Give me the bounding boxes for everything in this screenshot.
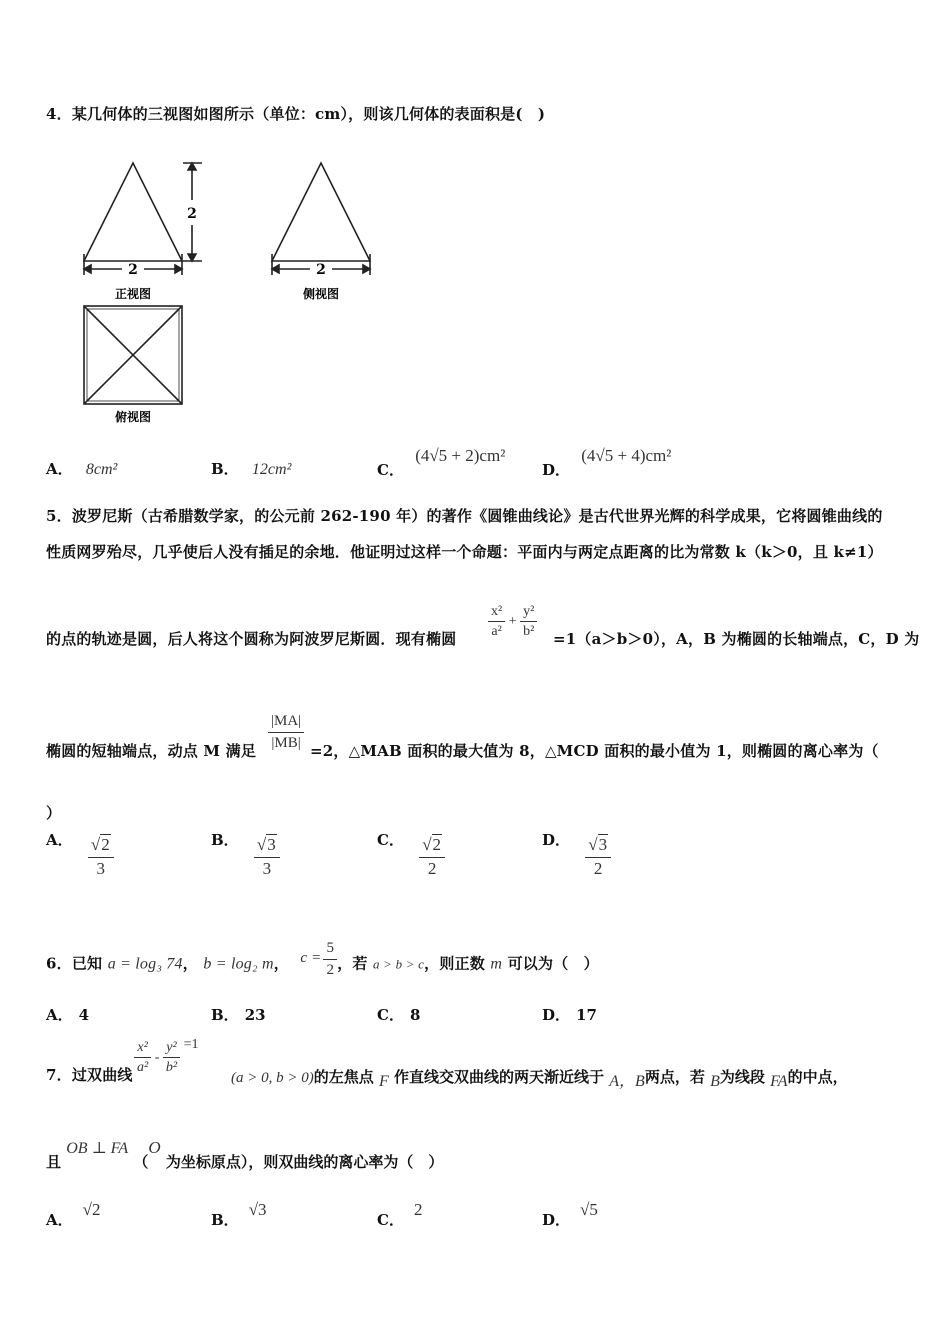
q5-option-b[interactable] — [211, 831, 280, 878]
q5-line-1: 5．波罗尼斯（古希腊数学家，的公元前 262-190 年）的著作《圆锥曲线论》是古代世界光辉的科学成果，它将圆锥曲线的 — [46, 507, 883, 525]
q7-AB: A，B — [609, 1073, 645, 1090]
q7-O: O — [148, 1138, 161, 1157]
q6-cond: a > b > c — [373, 956, 425, 972]
q4-stem: 4．某几何体的三视图如图所示（单位：cm），则该几何体的表面积是( ) — [46, 105, 546, 123]
option-value: 17 — [576, 1006, 597, 1024]
q5-line-4b: =2，△MAB 面积的最大值为 8，△MCD 面积的最小值为 1，则椭圆的离心率为（ — [310, 742, 879, 760]
q5-line-3a: 的点的轨迹是圆，后人将这个圆称为阿波罗尼斯圆．现有椭圆 — [46, 630, 457, 648]
option-label: B． — [211, 1006, 239, 1024]
ellipse-x-num: x² — [488, 604, 505, 622]
q7-paren-open: （ — [133, 1153, 149, 1171]
q7-F: F — [378, 1073, 389, 1090]
front-view-caption: 正视图 — [114, 287, 152, 301]
q6-c-lhs: c = — [300, 950, 322, 967]
q7-line2-prefix: 且 — [46, 1153, 62, 1171]
option-num: 3 — [598, 835, 608, 854]
ellipse-y-num: y² — [520, 604, 537, 622]
option-den: 3 — [262, 858, 272, 878]
three-view-figure — [70, 150, 390, 430]
q7-B: B — [710, 1073, 720, 1090]
q4-option-d[interactable] — [542, 445, 672, 479]
option-num: 2 — [432, 835, 442, 854]
q6-option-c[interactable] — [377, 1004, 420, 1025]
option-label: C． — [377, 1211, 404, 1229]
hyp-y-num: y² — [163, 1040, 179, 1058]
front-view — [84, 163, 202, 275]
q5-line-3b: =1（a＞b＞0），A，B 为椭圆的长轴端点，C，D 为 — [553, 630, 920, 648]
ma-mb-ratio — [268, 713, 304, 751]
q7-FA: FA — [770, 1073, 788, 1090]
option-label: D． — [542, 461, 571, 479]
option-den: 3 — [96, 858, 106, 878]
front-width-label: 2 — [128, 262, 138, 278]
q6-mid: ，若 — [337, 954, 368, 973]
front-height-label: 2 — [187, 206, 197, 222]
option-value: 2 — [413, 1200, 423, 1219]
option-label: A． — [46, 1211, 73, 1229]
hyp-minus: - — [154, 1049, 160, 1065]
option-label: B． — [211, 460, 239, 478]
option-value: (4√5 + 4)cm² — [581, 446, 672, 465]
q5-option-d[interactable] — [542, 831, 611, 878]
option-value: √5 — [580, 1200, 598, 1219]
q7-perp: OB ⊥ FA — [66, 1140, 129, 1157]
side-width-label: 2 — [316, 262, 326, 278]
q7-option-b[interactable] — [211, 1199, 267, 1229]
ellipse-equation — [488, 604, 537, 640]
side-view — [272, 163, 370, 275]
option-label: A． — [46, 460, 73, 478]
option-den: 2 — [427, 858, 437, 878]
option-value: 8 — [409, 1006, 421, 1024]
q5-line-5: ） — [46, 804, 62, 822]
q6-a-expr: a = log₃ 74 — [107, 955, 183, 973]
option-label: C． — [377, 461, 404, 479]
option-value: √3 — [248, 1200, 267, 1219]
q6-prefix: 6．已知 — [46, 954, 103, 973]
q7-prefix: 7．过双曲线 — [46, 1066, 133, 1084]
q6-option-a[interactable] — [46, 1004, 89, 1025]
q7-t5: 的中点， — [787, 1068, 848, 1086]
q6-c-num: 5 — [323, 940, 337, 960]
hyp-x-num: x² — [134, 1040, 150, 1058]
q5-option-c[interactable] — [377, 831, 445, 878]
q6-stem — [46, 940, 599, 984]
q5-option-a[interactable] — [46, 831, 114, 878]
option-num: 2 — [101, 835, 110, 854]
q6-option-b[interactable] — [211, 1004, 266, 1025]
hyp-y-den: b² — [165, 1060, 178, 1076]
q6-c-den: 2 — [326, 961, 335, 978]
q6-sep2: ， — [273, 954, 289, 973]
option-value: √2 — [82, 1200, 101, 1219]
q5-line-2: 性质网罗殆尽，几乎使后人没有插足的余地．他证明过这样一个命题：平面内与两定点距离的比为常数 k（k＞0，且 k≠1） — [46, 543, 883, 561]
option-label: D． — [542, 1006, 571, 1024]
q6-option-d[interactable] — [542, 1004, 597, 1025]
ratio-den: |MB| — [271, 734, 301, 751]
top-view — [84, 306, 182, 404]
q7-option-a[interactable] — [46, 1199, 101, 1229]
q7-line-2 — [46, 1137, 444, 1171]
q4-option-a[interactable] — [46, 458, 117, 479]
option-label: A． — [46, 831, 73, 850]
q6-sep1: ， — [182, 954, 198, 973]
ellipse-x-den: a² — [491, 624, 502, 640]
q7-line1-rest — [231, 1064, 848, 1090]
q7-option-c[interactable] — [377, 1199, 423, 1229]
option-label: A． — [46, 1006, 73, 1024]
option-label: C． — [377, 1006, 404, 1024]
hyp-x-den: a² — [137, 1060, 149, 1076]
sqrt-icon: √ — [256, 835, 267, 854]
hyperbola-equation — [134, 1037, 199, 1076]
q7-t2: 作直线交双曲线的两天渐近线于 — [394, 1068, 605, 1086]
q4-option-b[interactable] — [211, 458, 291, 479]
q6-m-var: m — [490, 955, 503, 973]
q6-suffix: 可以为（ ） — [507, 954, 599, 973]
sqrt-icon: √ — [588, 835, 598, 854]
top-view-caption: 俯视图 — [114, 410, 152, 424]
q7-option-d[interactable] — [542, 1199, 598, 1229]
sqrt-icon: √ — [422, 835, 432, 854]
hyp-rhs: =1 — [183, 1037, 199, 1052]
option-label: B． — [211, 831, 239, 850]
option-value: 23 — [244, 1006, 266, 1024]
q7-cond: (a > 0, b > 0) — [231, 1070, 314, 1086]
ellipse-y-den: b² — [523, 624, 535, 640]
side-view-caption: 侧视图 — [302, 287, 340, 301]
option-den: 2 — [593, 858, 603, 878]
option-label: C． — [377, 831, 404, 850]
q6-mid2: ，则正数 — [424, 954, 485, 973]
q4-option-c[interactable] — [377, 445, 506, 479]
option-value: 12cm² — [251, 461, 292, 478]
ellipse-plus: + — [508, 613, 517, 629]
option-value: (4√5 + 2)cm² — [415, 446, 506, 465]
q6-b-expr: b = log₂ m — [203, 955, 274, 973]
q7-t3: 两点，若 — [644, 1068, 705, 1086]
option-label: B． — [211, 1211, 239, 1229]
option-label: D． — [542, 1211, 571, 1229]
sqrt-icon: √ — [90, 835, 101, 854]
ratio-num: |MA| — [268, 713, 304, 733]
option-num: 3 — [267, 835, 276, 854]
q7-t1: 的左焦点 — [313, 1068, 374, 1086]
option-value: 4 — [78, 1006, 90, 1024]
q5-line-4a: 椭圆的短轴端点，动点 M 满足 — [46, 742, 257, 760]
q7-t4: 为线段 — [719, 1068, 765, 1086]
option-label: D． — [542, 831, 571, 850]
option-value: 8cm² — [85, 461, 118, 478]
q7-line2-suffix: 为坐标原点），则双曲线的离心率为（ ） — [165, 1153, 444, 1171]
